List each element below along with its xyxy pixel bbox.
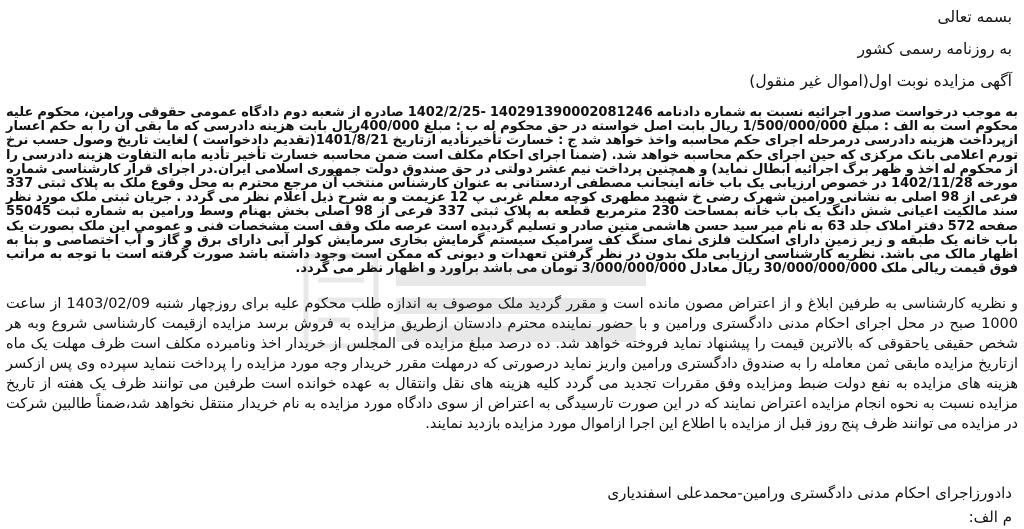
reference-line: م الف: [968, 508, 1012, 526]
signature-line: دادورزاجرای احکام مدنی دادگستری ورامین-محمدعلی اسفندیاری [607, 484, 1012, 502]
notice-paragraph-regular: و نظریه کارشناسی به طرفین ابلاغ و از اعتراض مصون مانده است و مقرر گردید ملک موصوف به اندازه طلب محکوم علیه برای روزچهار شنبه 1403/02/09 از ساعت 1000 صبح در محل اجرای احکام مدنی دادگستری ورامین و با حضور نماینده محترم دادستان ازطریق مزایده به فروش برسد مزایده ازقیمت کارشناسی شروع وبه هر شخص حقیقی یاحقوقی که بالاترین قیمت را پیشنهاد نماید فروخته خواهد شد. ده درصد مبلغ مزایده فی المجلس از خریدار اخذ ونامبرده مکلف است ظرف مهلت یک ماه ازتاریخ مزایده مابقی ثمن معامله را به صندوق دادگستری ورامین واریز نماید درصورتی که درمهلت مقرر خریدار وجه مورد مزایده را پرداخت ننماید سپرده وی پس ازکسر هزینه های مزایده به نفع دولت ضبط ومزایده وفق مقررات تجدید می گردد کلیه هزینه های نقل وانتقال به عهده خوانده است طرفین می توانند ظرف یک هفته از تاریخ مزایده نسبت به نحوه انجام مزایده اعتراض نمایند که در این صورت تارسیدگی به اعتراض از سوی دادگاه مورد مزایده به نام خریدار منتقل نخواهد شد،ضمناً طالبین شرکت در مزایده می توانند ظرف پنج روز قبل از مزایده با اطلاع این اجرا ازاموال مورد مزایده بازدید نمایند. [6, 296, 1018, 432]
notice-paragraph-bold: به موجب درخواست صدور اجرائیه نسبت به شماره دادنامه 140291390002081246 -1402/2/25 صادره از شعبه دوم دادگاه عمومی حقوقی ورامین، محکوم علیه محکوم است به الف : مبلغ 1/500/000/000 ریال بابت اصل خواسته در حق محکوم له ب : مبلغ 400/000ریال بابت هزینه دادرسی که ما بقی آن را به حکم اعسار ازپرداخت هزینه دادرسی درمرحله اجرای حکم محاسبه واخذ خواهد شد ج : خسارت تأخیرتأدیه ازتاریخ 1401/8/21(تقدیم دادخواست ) لغایت تاریخ وصول حسب نرخ تورم اعلامی بانک مرکزی که حین اجرای حکم محاسبه خواهد شد. (ضمنا اجرای احکام مکلف است ضمن محاسبه خسارت تأخیر تأدیه مابه التفاوت هزینه دادرسی را از محکوم له اخذ و ظهر برگ اجرائیه ابطال نماید) و همچنین پرداخت نیم عشر دولتی در حق صندوق دولت جمهوری اسلامی ایران.در اجرای قرار کارشناسی شماره مورخه 1402/11/28 در خصوص ارزیابی یک باب خانه اینجانب مصطفی اردستانی به عنوان کارشناس منتخب آن مرجع محترم به محل وقوع ملک به پلاک ثبتی 337 فرعی از 98 اصلی به نشانی ورامین شهرک رضی خ شهید مطهری کوچه معلم غربی پ 12 عزیمت و به شرح ذیل اعلام نظر می گردد . جریان ثبتی ملک مورد نظر سند مالکیت اعیانی شش دانگ یک باب خانه بمساحت 230 مترمربع قطعه به پلاک ثبتی 337 فرعی از 98 اصلی بخش بهنام وسط ورامین به شماره ثبت 55045 صفحه 572 دفتر املاک جلد 63 به نام میر سید حسن هاشمی متین صادر و تسلیم گردیده است عرصه ملک وقف است مشخصات فنی و عمومی این ملک بصورت یک باب خانه یک طبقه و زیر زمین دارای اسکلت فلزی نمای سنگ کف سرامیک سیستم گرمایش بخاری سرمایش کولر آبی دارای برق و گاز و آب اختصاصی و بنا به اظهار مالک می باشد. نظریه کارشناسی ارزیابی ملک بدون در نظر گرفتن تعهدات و دیونی که ممکن است وجود داشته باشد صورت گرفته است با توجه به مراتب فوق قیمت ریالی ملک 30/000/000/000 ریال معادل 3/000/000/000 تومان می باشد براورد و اظهار نظر می گردد. [6, 105, 1019, 277]
addressee-line: به روزنامه رسمی کشور [857, 40, 1012, 58]
notice-title: آگهی مزایده نوبت اول(اموال غیر منقول) [749, 72, 1012, 90]
basmala-heading: بسمه تعالی [937, 8, 1012, 26]
